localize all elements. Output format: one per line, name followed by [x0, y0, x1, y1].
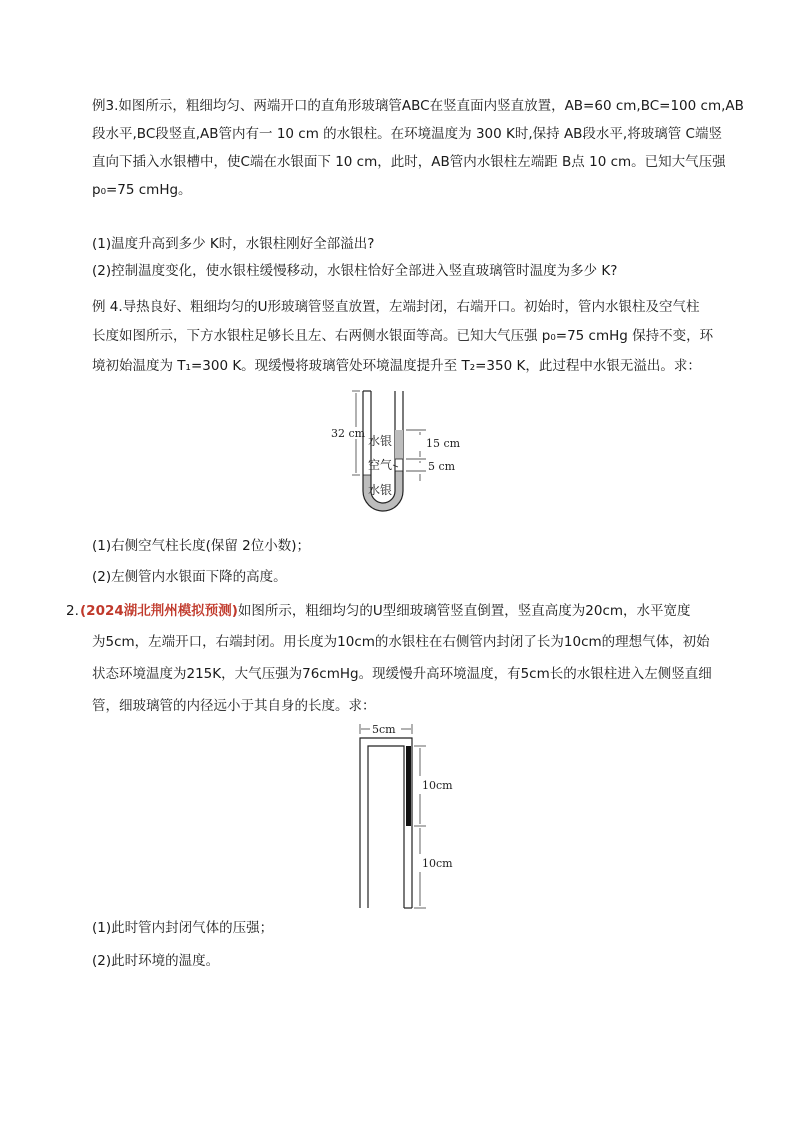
problem-source: (2024湖北荆州模拟预测): [80, 603, 238, 619]
ex4-question-1: (1)右侧空气柱长度(保留 2位小数)；: [92, 538, 311, 554]
problem-2-line-3: 状态环境温度为215K，大气压强为76cmHg。现缓慢升高环境温度，有5cm长的水银柱进入左侧竖直细: [92, 666, 712, 682]
problem-2-line-1-text: 如图所示，粗细均匀的U型细玻璃管竖直倒置，竖直高度为20cm，水平宽度: [237, 603, 691, 619]
problem-number: 2.: [66, 603, 79, 619]
inverted-u-tube-figure: [352, 718, 472, 913]
label-32cm: 32 cm: [331, 427, 366, 440]
ex3-line-2: 段水平,BC段竖直,AB管内有一 10 cm 的水银柱。在环境温度为 300 K时,保持 AB段水平,将玻璃管 C端竖: [92, 126, 722, 142]
problem-2-line-1: [80, 601, 691, 621]
ex4-line-2: 长度如图所示，下方水银柱足够长且左、右两侧水银面等高。已知大气压强 p₀=75 cmHg 保持不变，环: [92, 328, 714, 344]
problem-2-question-1: (1)此时管内封闭气体的压强；: [92, 920, 274, 936]
ex3-question-2: (2)控制温度变化，使水银柱缓慢移动，水银柱恰好全部进入竖直玻璃管时温度为多少 K?: [92, 263, 618, 279]
label-lower-10cm: 10cm: [422, 857, 453, 870]
label-mercury-top: 水银: [367, 434, 392, 448]
problem-2-question-2: (2)此时环境的温度。: [92, 953, 220, 969]
ex3-line-3: 直向下插入水银槽中，使C端在水银面下 10 cm，此时，AB管内水银柱左端距 B点 10 cm。已知大气压强: [92, 154, 726, 170]
ex4-line-1: 例 4.导热良好、粗细均匀的U形玻璃管竖直放置，左端封闭，右端开口。初始时，管内水银柱及空气柱: [92, 299, 700, 315]
label-mercury-bottom: 水银: [367, 483, 392, 497]
problem-2-line-2: 为5cm，左端开口，右端封闭。用长度为10cm的水银柱在右侧管内封闭了长为10cm的理想气体，初始: [92, 634, 710, 650]
label-5cm: 5 cm: [428, 460, 456, 473]
label-5cm-width: 5cm: [372, 723, 396, 736]
ex3-question-1: (1)温度升高到多少 K时，水银柱刚好全部溢出?: [92, 236, 375, 252]
problem-2-line-4: 管，细玻璃管的内径远小于其自身的长度。求：: [92, 698, 376, 714]
label-upper-10cm: 10cm: [422, 779, 453, 792]
u-tube-figure: [330, 383, 480, 528]
ex4-line-3: 境初始温度为 T₁=300 K。现缓慢将玻璃管处环境温度提升至 T₂=350 K，此过程中水银无溢出。求：: [92, 358, 701, 374]
ex3-line-4: p₀=75 cmHg。: [92, 182, 192, 198]
label-15cm: 15 cm: [426, 437, 461, 450]
ex4-question-2: (2)左侧管内水银面下降的高度。: [92, 569, 287, 585]
label-air: 空气: [367, 458, 392, 472]
ex3-line-1: 例3.如图所示，粗细均匀、两端开口的直角形玻璃管ABC在竖直面内竖直放置，AB=60 cm,BC=100 cm,AB: [92, 98, 744, 114]
